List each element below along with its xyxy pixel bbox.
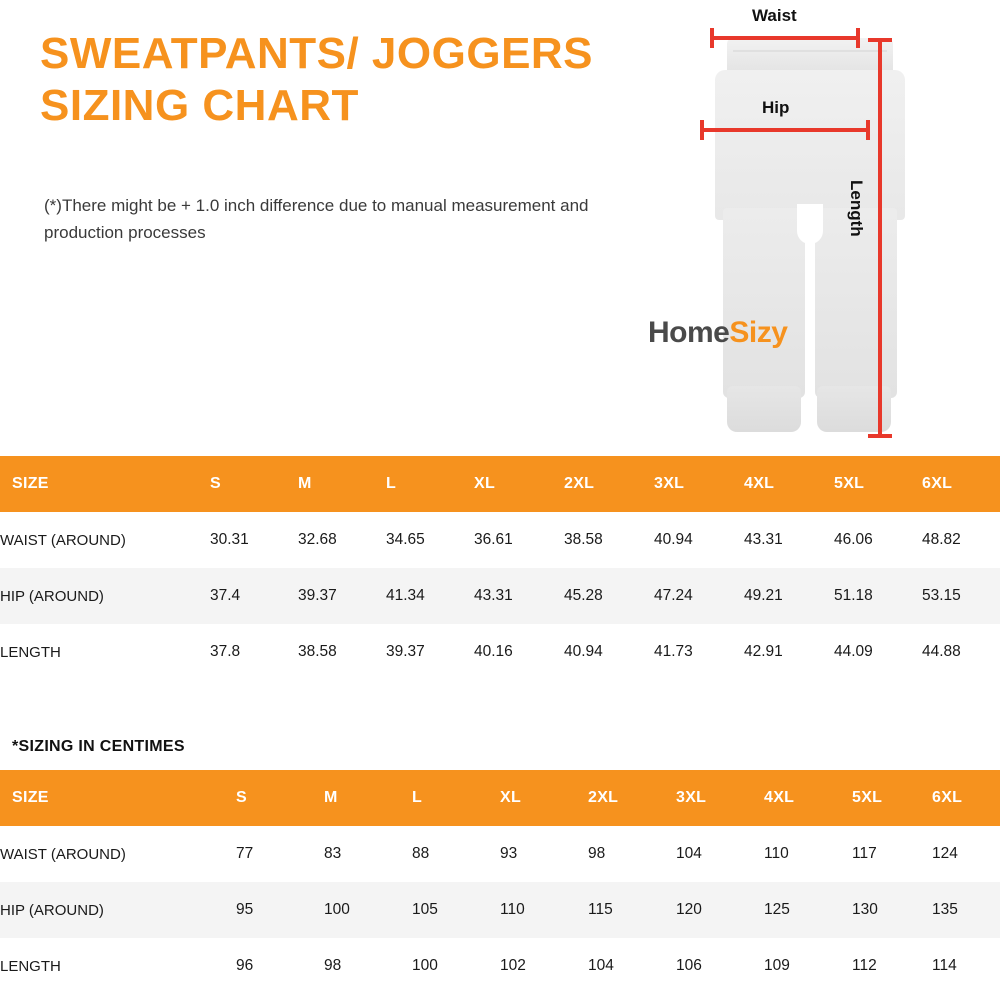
row-label-length: LENGTH <box>0 643 61 661</box>
waist-measure-cap-left <box>710 28 714 48</box>
waist-measure-cap-right <box>856 28 860 48</box>
cell-hip-3xl: 47.24 <box>654 587 693 604</box>
cm-col-header-2xl: 2XL <box>588 770 676 826</box>
cm-cell-hip-s: 95 <box>236 901 254 918</box>
centimeters-size-table <box>0 770 1000 994</box>
cell-length-4xl: 42.91 <box>744 643 783 660</box>
cell-hip-m: 39.37 <box>298 587 337 604</box>
cm-cell-length-3xl: 106 <box>676 957 702 974</box>
cell-waist-s: 30.31 <box>210 531 249 548</box>
hip-measure-cap-right <box>866 120 870 140</box>
cm-cell-hip-xl: 110 <box>500 901 525 918</box>
length-measure-line <box>878 38 882 438</box>
cm-cell-hip-l: 105 <box>412 901 438 918</box>
cm-col-header-s: S <box>236 770 324 826</box>
cell-length-2xl: 40.94 <box>564 643 603 660</box>
waistband-shape <box>727 38 893 72</box>
table-row <box>0 512 1000 568</box>
crotch-gap-shape <box>797 204 823 244</box>
table-header-row <box>0 456 1000 512</box>
page-title: SWEATPANTS/ JOGGERS SIZING CHART <box>40 29 594 130</box>
length-measure-label: Length <box>847 180 866 237</box>
col-header-2xl: 2XL <box>564 456 654 512</box>
cm-cell-hip-5xl: 130 <box>852 901 878 918</box>
cm-cell-waist-l: 88 <box>412 845 430 862</box>
left-leg-shape <box>723 208 805 398</box>
cm-col-header-size: SIZE <box>0 770 236 826</box>
cm-row-label-waist: WAIST (AROUND) <box>0 845 126 863</box>
cm-cell-length-l: 100 <box>412 957 438 974</box>
col-header-4xl: 4XL <box>744 456 834 512</box>
cell-waist-4xl: 43.31 <box>744 531 783 548</box>
cm-cell-waist-xl: 93 <box>500 845 518 862</box>
table-header-row <box>0 770 1000 826</box>
length-measure-cap-bottom <box>868 434 892 438</box>
hip-shape <box>715 70 905 220</box>
waist-measure-label: Waist <box>752 6 797 25</box>
col-header-l: L <box>386 456 474 512</box>
cell-length-3xl: 41.73 <box>654 643 693 660</box>
cell-length-5xl: 44.09 <box>834 643 873 660</box>
cell-hip-s: 37.4 <box>210 587 241 604</box>
table-row <box>0 938 1000 994</box>
cell-waist-5xl: 46.06 <box>834 531 873 548</box>
cm-row-label-hip: HIP (AROUND) <box>0 901 104 919</box>
cm-cell-waist-5xl: 117 <box>852 845 877 862</box>
table-row <box>0 826 1000 882</box>
hip-measure-cap-left <box>700 120 704 140</box>
table-row <box>0 568 1000 624</box>
col-header-6xl: 6XL <box>922 456 1000 512</box>
row-label-waist: WAIST (AROUND) <box>0 531 126 549</box>
cm-cell-length-4xl: 109 <box>764 957 790 974</box>
cm-cell-length-m: 98 <box>324 957 342 974</box>
cm-cell-waist-2xl: 98 <box>588 845 606 862</box>
cm-cell-waist-s: 77 <box>236 845 254 862</box>
cm-cell-waist-4xl: 110 <box>764 845 789 862</box>
hip-measure-line <box>700 128 870 132</box>
cell-hip-6xl: 53.15 <box>922 587 961 604</box>
col-header-m: M <box>298 456 386 512</box>
table-row <box>0 882 1000 938</box>
cm-row-label-length: LENGTH <box>0 957 61 975</box>
cell-hip-2xl: 45.28 <box>564 587 603 604</box>
cell-length-s: 37.8 <box>210 643 241 660</box>
cell-length-6xl: 44.88 <box>922 643 961 660</box>
cm-cell-length-xl: 102 <box>500 957 526 974</box>
cm-cell-length-6xl: 114 <box>932 957 957 974</box>
cm-col-header-6xl: 6XL <box>932 770 1000 826</box>
col-header-s: S <box>210 456 298 512</box>
col-header-5xl: 5XL <box>834 456 922 512</box>
cm-col-header-3xl: 3XL <box>676 770 764 826</box>
cm-cell-hip-4xl: 125 <box>764 901 790 918</box>
cell-hip-5xl: 51.18 <box>834 587 873 604</box>
brand-logo-home: Home <box>648 316 730 349</box>
cell-waist-3xl: 40.94 <box>654 531 693 548</box>
cm-col-header-m: M <box>324 770 412 826</box>
cm-cell-length-s: 96 <box>236 957 254 974</box>
cm-cell-waist-6xl: 124 <box>932 845 958 862</box>
cell-hip-4xl: 49.21 <box>744 587 783 604</box>
cell-waist-xl: 36.61 <box>474 531 513 548</box>
cell-hip-l: 41.34 <box>386 587 425 604</box>
cm-col-header-4xl: 4XL <box>764 770 852 826</box>
cm-section-note: *SIZING IN CENTIMES <box>12 738 185 755</box>
col-header-3xl: 3XL <box>654 456 744 512</box>
cell-waist-m: 32.68 <box>298 531 337 548</box>
waist-measure-line <box>710 36 860 40</box>
cm-cell-length-2xl: 104 <box>588 957 614 974</box>
cell-waist-6xl: 48.82 <box>922 531 961 548</box>
left-cuff-shape <box>727 386 801 432</box>
length-measure-cap-top <box>868 38 892 42</box>
cm-cell-waist-3xl: 104 <box>676 845 702 862</box>
cell-length-l: 39.37 <box>386 643 425 660</box>
cell-hip-xl: 43.31 <box>474 587 513 604</box>
cell-length-m: 38.58 <box>298 643 337 660</box>
cm-cell-hip-m: 100 <box>324 901 350 918</box>
cm-col-header-xl: XL <box>500 770 588 826</box>
sweatpants-graphic <box>705 28 915 448</box>
hip-measure-label: Hip <box>762 98 790 117</box>
row-label-hip: HIP (AROUND) <box>0 587 104 605</box>
garment-illustration <box>620 0 1000 460</box>
brand-logo-sizy: Sizy <box>729 316 788 349</box>
cell-waist-l: 34.65 <box>386 531 425 548</box>
table-row <box>0 624 1000 680</box>
cell-waist-2xl: 38.58 <box>564 531 603 548</box>
cm-cell-hip-3xl: 120 <box>676 901 702 918</box>
cm-cell-hip-2xl: 115 <box>588 901 613 918</box>
cm-col-header-l: L <box>412 770 500 826</box>
brand-logo <box>648 316 787 350</box>
cm-col-header-5xl: 5XL <box>852 770 932 826</box>
cm-cell-length-5xl: 112 <box>852 957 877 974</box>
inches-size-table <box>0 456 1000 680</box>
col-header-size: SIZE <box>0 456 210 512</box>
col-header-xl: XL <box>474 456 564 512</box>
cell-length-xl: 40.16 <box>474 643 513 660</box>
cm-cell-hip-6xl: 135 <box>932 901 958 918</box>
measurement-disclaimer: (*)There might be + 1.0 inch difference due to manual measurement and production processes <box>44 196 589 243</box>
cm-cell-waist-m: 83 <box>324 845 342 862</box>
